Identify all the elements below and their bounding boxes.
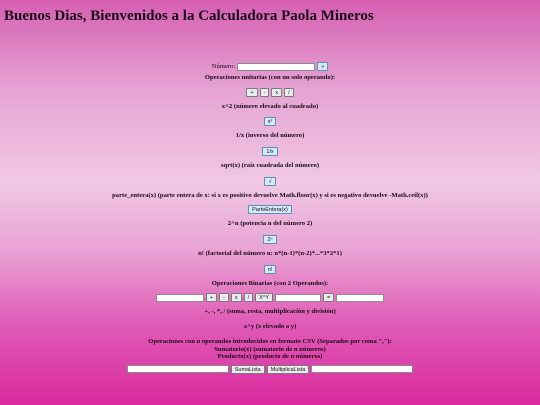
op-factorial-desc: n! (factorial del número n: n*(n-1)*(n-2)*...*3*2*1): [198, 250, 342, 257]
multiply-list-button[interactable]: MultiplicaLista: [267, 365, 310, 374]
integer-part-button[interactable]: ParteEntera(x): [248, 205, 292, 214]
csv-sum-desc: Sumatorio(x) (sumatorio de n números): [214, 345, 326, 353]
binary-power-button[interactable]: X^Y: [255, 293, 273, 302]
numero-submit-button[interactable]: »: [317, 62, 328, 71]
binary-desc-power: x^y (x elevado a y): [243, 323, 297, 330]
unary-times-button[interactable]: x: [271, 88, 282, 97]
numero-input[interactable]: [237, 63, 315, 71]
unary-minus-button[interactable]: -: [260, 88, 270, 97]
csv-row: [0, 365, 540, 374]
inverse-button[interactable]: 1/x: [262, 147, 277, 156]
csv-heading: Operaciones con n operandos introducidos en formato CSV (Separados por coma ","):: [148, 338, 392, 345]
csv-product-desc: Producto(x) (producto de n números): [217, 353, 323, 360]
power2-button[interactable]: 2ⁿ: [263, 235, 276, 244]
op-integer-part-desc: parte_entera(x) (parte entera de x: si x es positivo devuelve Math.floor(x) y si es negativo devuelve -Math.ceil(x)): [112, 192, 428, 199]
binary-plus-button[interactable]: +: [206, 293, 217, 302]
unarias-heading: Operaciones unitarias (con un solo operando):: [204, 74, 336, 81]
binary-result[interactable]: [336, 294, 384, 302]
binary-divide-button[interactable]: /: [244, 293, 254, 302]
op-power2-desc: 2^n (potencia n del número 2): [227, 220, 313, 227]
numero-label: Número:: [211, 63, 236, 70]
op-square-desc: x^2 (número elevado al cuadrado): [221, 103, 319, 110]
op-sqrt-desc: sqrt(x) (raiz cuadrada del número): [220, 162, 320, 169]
csv-input[interactable]: [127, 365, 229, 373]
calculator-form: [0, 62, 540, 374]
numero-row: [0, 62, 540, 71]
binary-operand-b[interactable]: [275, 294, 321, 302]
binary-minus-button[interactable]: -: [219, 293, 229, 302]
binary-times-button[interactable]: x: [231, 293, 242, 302]
unarias-basic-buttons: [0, 88, 540, 97]
binary-row: [0, 293, 540, 302]
binary-operand-a[interactable]: [156, 294, 204, 302]
sum-list-button[interactable]: SumaLista: [231, 365, 265, 374]
binary-desc-basic: +, -, *, / (suma, resta, multiplicación y división): [204, 308, 336, 315]
factorial-button[interactable]: n!: [264, 265, 277, 274]
op-inverse-desc: 1/x (inverso del número): [235, 132, 305, 139]
binary-equals-button[interactable]: =: [323, 293, 334, 302]
sqrt-button[interactable]: √: [264, 177, 275, 186]
csv-result[interactable]: [311, 365, 413, 373]
page-title: Buenos Dias, Bienvenidos a la Calculadora Paola Mineros: [4, 8, 374, 24]
binarias-heading: Operaciones Binarias (con 2 Operandos):: [211, 280, 329, 287]
unary-plus-button[interactable]: +: [246, 88, 257, 97]
unary-divide-button[interactable]: /: [284, 88, 294, 97]
square-button[interactable]: x²: [264, 117, 277, 126]
